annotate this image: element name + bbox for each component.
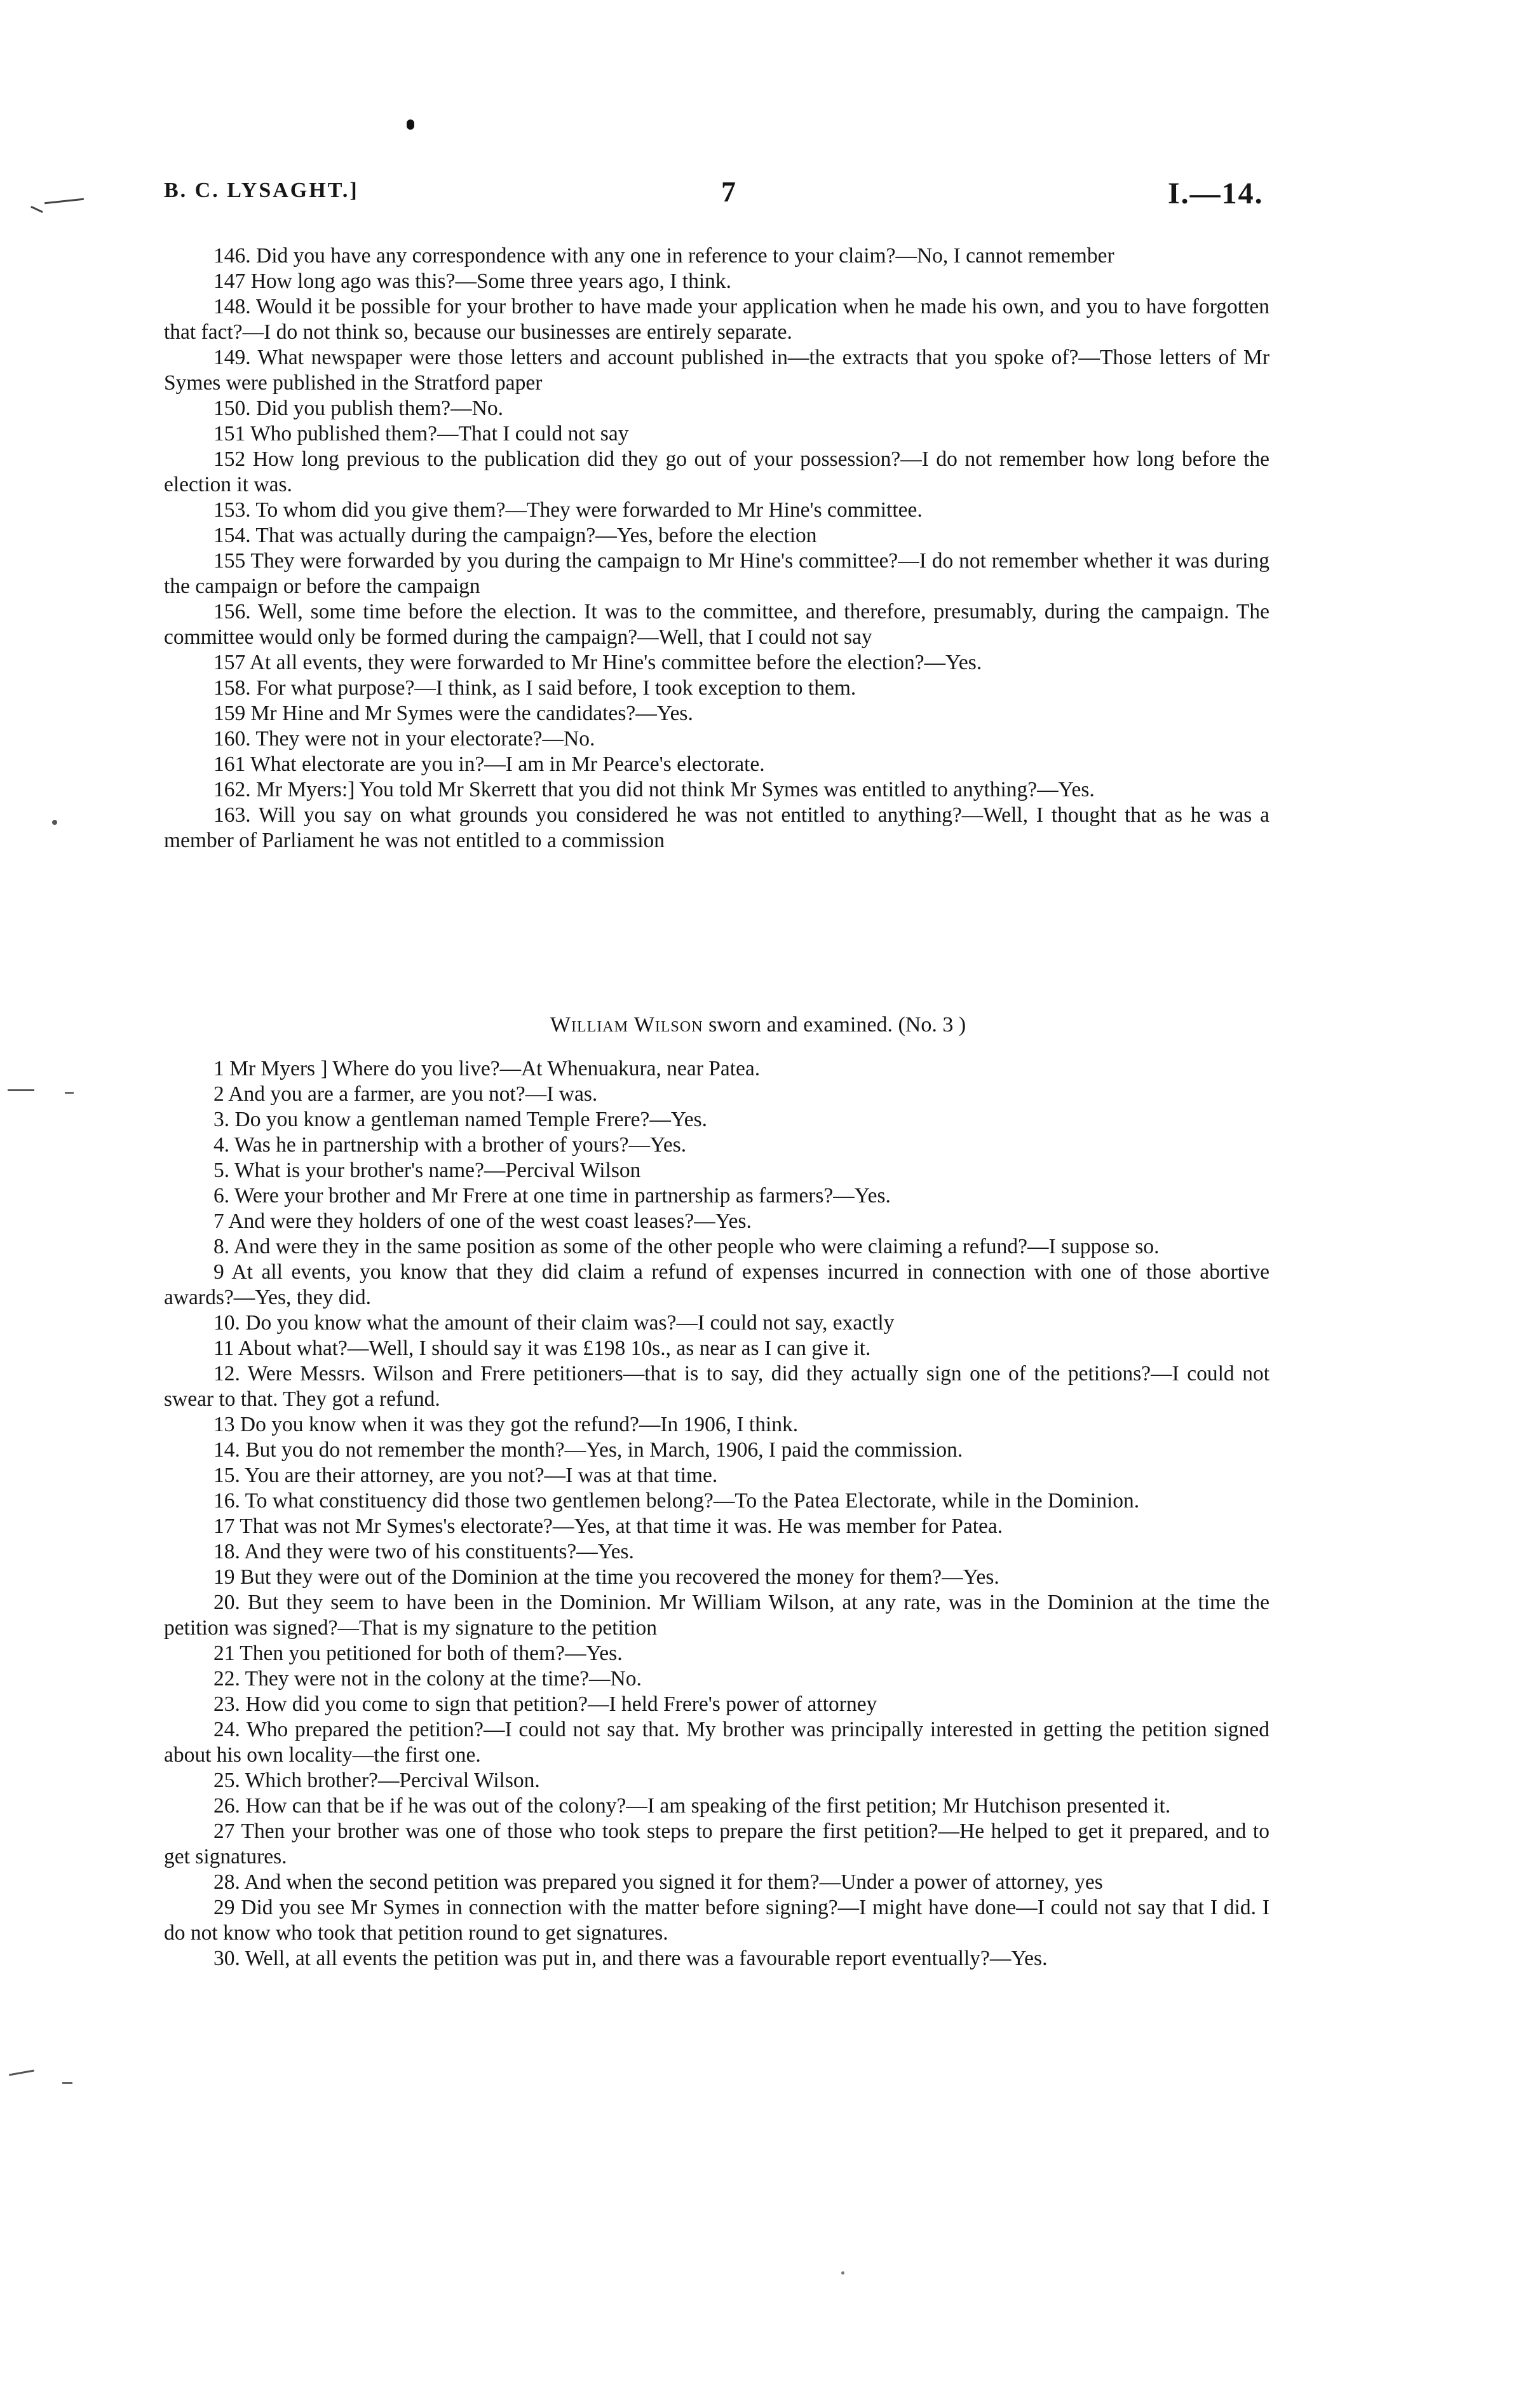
- testimony-paragraph: 148. Would it be possible for your brother to have made your application when he made his own, and you to have forgotten that fact?—I do not think so, because our businesses are entirely separate.: [164, 295, 1269, 344]
- testimony-paragraph: 149. What newspaper were those letters and account published in—the extracts that you spoke of?—Those letters of Mr Symes were published in the Stratford paper: [164, 346, 1269, 395]
- testimony-paragraph: 154. That was actually during the campaign?—Yes, before the election: [213, 524, 817, 547]
- testimony-paragraph: 162. Mr Myers:] You told Mr Skerrett that you did not think Mr Symes was entitled to anything?—Yes.: [213, 778, 1095, 801]
- testimony-paragraph: 4. Was he in partnership with a brother of yours?—Yes.: [213, 1133, 687, 1157]
- testimony-paragraph: 8. And were they in the same position as some of the other people who were claiming a refund?—I suppose so.: [213, 1235, 1160, 1258]
- testimony-paragraph: 159 Mr Hine and Mr Symes were the candidates?—Yes.: [213, 702, 693, 725]
- testimony-paragraph: 1 Mr Myers ] Where do you live?—At Whenuakura, near Patea.: [213, 1057, 761, 1080]
- testimony-paragraph: 161 What electorate are you in?—I am in Mr Pearce's electorate.: [213, 752, 765, 776]
- testimony-paragraph: 24. Who prepared the petition?—I could not say that. My brother was principally interested in getting the petition signed about his own locality—the first one.: [164, 1718, 1269, 1767]
- scan-mark: [407, 119, 414, 130]
- testimony-paragraph: 11 About what?—Well, I should say it was £198 10s., as near as I can give it.: [213, 1337, 871, 1360]
- testimony-paragraph: 146. Did you have any correspondence with any one in reference to your claim?—No, I cannot remember: [213, 244, 1114, 268]
- testimony-paragraph: 160. They were not in your electorate?—No.: [213, 727, 595, 751]
- testimony-paragraph: 10. Do you know what the amount of their claim was?—I could not say, exactly: [213, 1311, 895, 1335]
- testimony-paragraph: 157 At all events, they were forwarded to Mr Hine's committee before the election?—Yes.: [213, 651, 982, 674]
- scan-mark: [65, 1092, 74, 1094]
- testimony-paragraph: 3. Do you know a gentleman named Temple Frere?—Yes.: [213, 1108, 707, 1131]
- scan-mark: [8, 1089, 34, 1091]
- testimony-paragraph: 26. How can that be if he was out of the colony?—I am speaking of the first petition; Mr Hutchison presented it.: [213, 1794, 1171, 1818]
- testimony-section-wilson: [164, 1056, 1269, 1971]
- page-number: 7: [721, 175, 736, 208]
- testimony-paragraph: 30. Well, at all events the petition was put in, and there was a favourable report eventually?—Yes.: [213, 1947, 1048, 1970]
- testimony-paragraph: 29 Did you see Mr Symes in connection with the matter before signing?—I might have done—I could not say that I did. I do not know who took that petition round to get signatures.: [164, 1896, 1269, 1945]
- testimony-paragraph: 5. What is your brother's name?—Percival Wilson: [213, 1159, 641, 1182]
- testimony-paragraph: 9 At all events, you know that they did claim a refund of expenses incurred in connection with one of those abortive awards?—Yes, they did.: [164, 1260, 1269, 1309]
- testimony-paragraph: 20. But they seem to have been in the Dominion. Mr William Wilson, at any rate, was in the Dominion at the time the petition was signed?—That is my signature to the petition: [164, 1591, 1269, 1640]
- testimony-paragraph: 13 Do you know when it was they got the refund?—In 1906, I think.: [213, 1413, 799, 1436]
- testimony-paragraph: 150. Did you publish them?—No.: [213, 397, 503, 420]
- testimony-paragraph: 22. They were not in the colony at the time?—No.: [213, 1667, 642, 1690]
- testimony-paragraph: 147 How long ago was this?—Some three years ago, I think.: [213, 269, 732, 293]
- testimony-paragraph: 27 Then your brother was one of those who took steps to prepare the first petition?—He helped to get it prepared, and to get signatures.: [164, 1820, 1269, 1868]
- scan-mark: [9, 2070, 34, 2076]
- testimony-paragraph: 152 How long previous to the publication did they go out of your possession?—I do not remember how long before the election it was.: [164, 447, 1269, 496]
- testimony-paragraph: 18. And they were two of his constituents?—Yes.: [213, 1540, 634, 1563]
- testimony-paragraph: 151 Who published them?—That I could not say: [213, 422, 629, 446]
- testimony-paragraph: 19 But they were out of the Dominion at the time you recovered the money for them?—Yes.: [213, 1565, 999, 1589]
- testimony-paragraph: 158. For what purpose?—I think, as I said before, I took exception to them.: [213, 676, 856, 700]
- testimony-paragraph: 14. But you do not remember the month?—Yes, in March, 1906, I paid the commission.: [213, 1438, 963, 1462]
- testimony-paragraph: 17 That was not Mr Symes's electorate?—Yes, at that time it was. He was member for Patea.: [213, 1514, 1003, 1538]
- testimony-paragraph: 6. Were your brother and Mr Frere at one time in partnership as farmers?—Yes.: [213, 1184, 891, 1207]
- testimony-paragraph: 21 Then you petitioned for both of them?—Yes.: [213, 1642, 623, 1665]
- testimony-paragraph: 163. Will you say on what grounds you considered he was not entitled to anything?—Well, I thought that as he was a member of Parliament he was not entitled to a commission: [164, 803, 1269, 852]
- testimony-paragraph: 12. Were Messrs. Wilson and Frere petitioners—that is to say, did they actually sign one of the petitions?—I could not swear to that. They got a refund.: [164, 1362, 1269, 1411]
- scan-mark: [841, 2271, 844, 2275]
- testimony-paragraph: 2 And you are a farmer, are you not?—I was.: [213, 1082, 598, 1106]
- scan-mark: [62, 2082, 72, 2084]
- witness-name: William Wilson: [550, 1013, 703, 1037]
- witness-heading: [0, 1013, 1516, 1037]
- document-reference: I.—14.: [1168, 177, 1264, 210]
- testimony-paragraph: 28. And when the second petition was prepared you signed it for them?—Under a power of attorney, yes: [213, 1870, 1103, 1894]
- scan-mark: [52, 820, 57, 825]
- testimony-paragraph: 155 They were forwarded by you during the campaign to Mr Hine's committee?—I do not remember whether it was during the campaign or before the campaign: [164, 549, 1269, 598]
- header-witness-name: B. C. LYSAGHT.]: [164, 179, 359, 202]
- testimony-paragraph: 15. You are their attorney, are you not?—I was at that time.: [213, 1464, 718, 1487]
- witness-heading-rest: sworn and examined. (No. 3 ): [708, 1013, 966, 1037]
- testimony-paragraph: 16. To what constituency did those two gentlemen belong?—To the Patea Electorate, while in the Dominion.: [213, 1489, 1140, 1513]
- testimony-paragraph: 7 And were they holders of one of the west coast leases?—Yes.: [213, 1209, 752, 1233]
- testimony-section-continued: [164, 243, 1269, 854]
- testimony-paragraph: 153. To whom did you give them?—They were forwarded to Mr Hine's committee.: [213, 498, 923, 522]
- testimony-paragraph: 23. How did you come to sign that petition?—I held Frere's power of attorney: [213, 1692, 877, 1716]
- testimony-paragraph: 25. Which brother?—Percival Wilson.: [213, 1769, 540, 1792]
- page-header: [0, 175, 1516, 213]
- testimony-paragraph: 156. Well, some time before the election. It was to the committee, and therefore, presumably, during the campaign. The committee would only be formed during the campaign?—Well, that I could not say: [164, 600, 1269, 649]
